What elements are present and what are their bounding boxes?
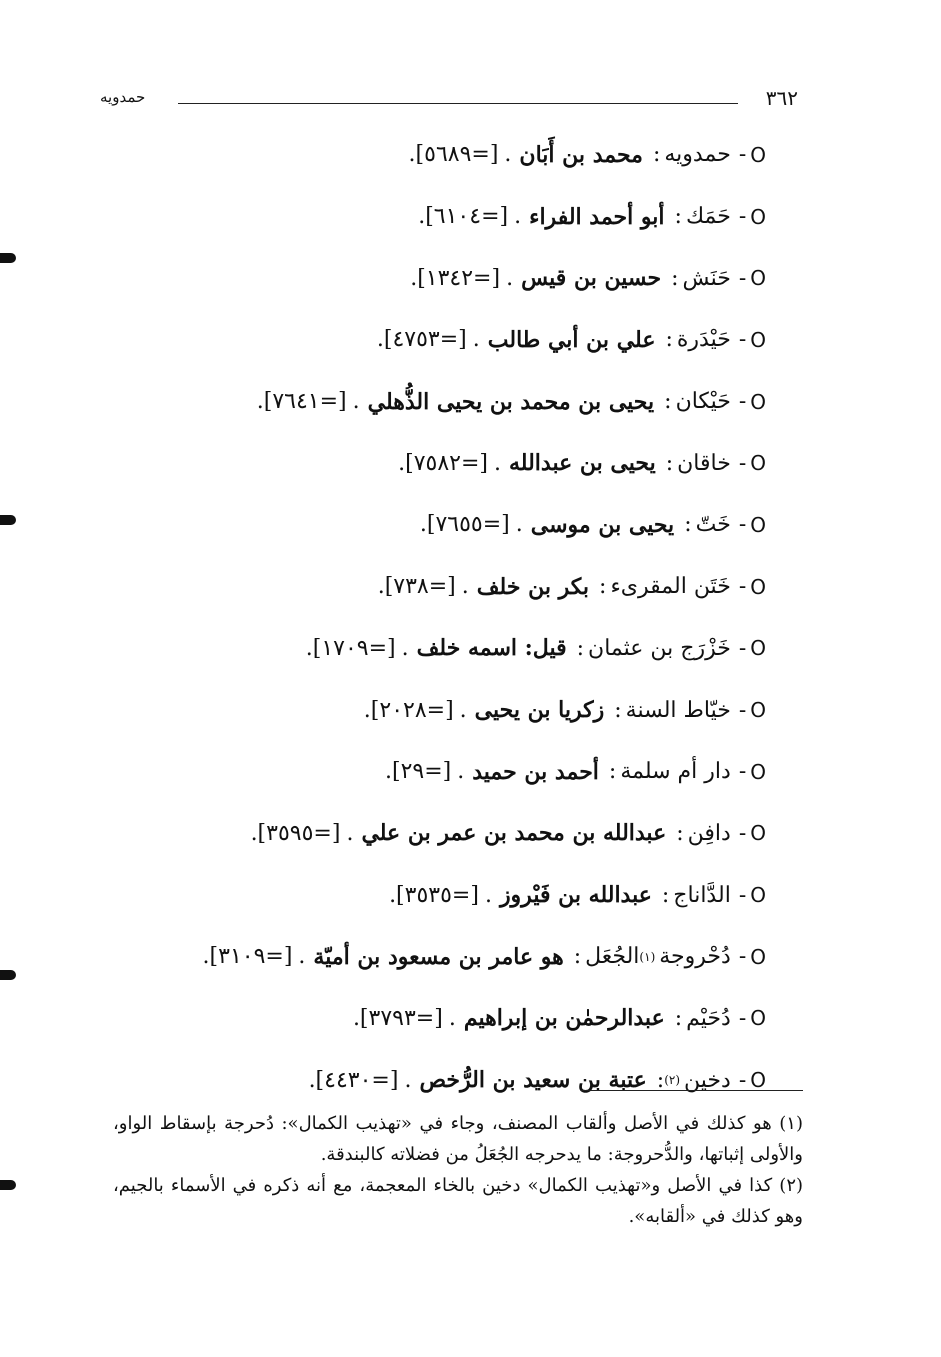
list-item	[146, 1049, 766, 1111]
list-item	[146, 309, 766, 371]
bullet-icon: O	[750, 266, 766, 291]
period: .	[506, 265, 514, 291]
cross-reference: [=٧٦٤١].	[256, 389, 347, 415]
colon: :	[674, 204, 682, 230]
dash: -	[738, 142, 747, 168]
entry-name: حَيْكان	[675, 389, 731, 415]
bullet-icon: O	[750, 574, 766, 599]
bullet-icon: O	[750, 698, 766, 723]
footnote-marker: (٢)	[664, 1073, 681, 1088]
scan-edge-mark	[0, 515, 16, 525]
entry-target: علي بن أبي طالب	[487, 326, 656, 353]
period: .	[448, 1005, 456, 1031]
scan-edge-mark	[0, 1180, 16, 1190]
footnote-marker: (١)	[639, 949, 656, 964]
footnote-rule	[581, 1090, 803, 1091]
colon: :	[684, 512, 692, 538]
dash: -	[738, 389, 747, 415]
colon: :	[656, 1067, 665, 1093]
entry-target: بكر بن خلف	[476, 573, 590, 600]
cross-reference: [=٤٧٥٣].	[376, 327, 467, 353]
page-header	[100, 86, 798, 114]
period: .	[504, 142, 512, 168]
bullet-icon: O	[750, 512, 766, 537]
cross-reference: [=٤٤٣٠].	[308, 1067, 399, 1093]
dash: -	[738, 820, 747, 846]
period: .	[457, 759, 465, 785]
bullet-icon: O	[750, 821, 766, 846]
entry-name: خيّاط السنة	[625, 697, 731, 723]
entry-target: عتبة بن سعيد بن الرُّخص	[419, 1067, 647, 1094]
cross-reference: [=١٣٤٢].	[410, 265, 501, 291]
cross-reference: [=٢٠٢٨].	[363, 697, 454, 723]
bullet-icon: O	[750, 327, 766, 352]
bullet-icon: O	[750, 944, 766, 969]
entry-target: أحمد بن حميد	[472, 758, 599, 785]
colon: :	[599, 574, 607, 600]
entry-name: حمدويه	[664, 142, 731, 168]
list-item	[146, 988, 766, 1050]
list-item	[146, 371, 766, 433]
entry-target: قيل: اسمه خلف	[416, 635, 567, 662]
bullet-icon: O	[750, 1006, 766, 1031]
cross-reference: [=٥٦٨٩].	[408, 142, 499, 168]
dash: -	[738, 204, 747, 230]
entry-target: حسين بن قيس	[521, 265, 662, 292]
period: .	[352, 389, 360, 415]
entry-name: حَيْدَرة	[676, 327, 731, 353]
cross-reference: [=٢٩].	[384, 759, 452, 785]
footnote-text: (١) هو كذلك في الأصل وألقاب المصنف، وجاء في «تهذيب الكمال»: دُحرجة بإسقاط الواو، والأولى إثباتها، والدُّحروجة: ما يدحرجه الجُعَلُ من فضلاته كالبندقة.	[113, 1113, 803, 1165]
colon: :	[614, 697, 622, 723]
entry-target: زكريا بن يحيى	[474, 697, 605, 724]
entry-target: يحيى بن عبدالله	[509, 450, 656, 477]
bullet-icon: O	[750, 1068, 766, 1093]
entry-name: خَزْرَج بن عثمان	[588, 635, 731, 661]
list-item	[146, 864, 766, 926]
list-item	[146, 186, 766, 248]
list-item	[146, 803, 766, 865]
period: .	[298, 944, 306, 970]
bullet-icon: O	[750, 204, 766, 229]
bullet-icon: O	[750, 759, 766, 784]
entry-name: خَتَن المقرىء	[610, 574, 731, 600]
scan-edge-mark	[0, 970, 16, 980]
footnotes	[113, 1108, 803, 1232]
dash: -	[738, 1067, 747, 1093]
entry-name: حَمَك	[685, 204, 731, 230]
cross-reference: [=٧٦٥٥].	[419, 512, 510, 538]
entry-name: خاقان	[677, 450, 731, 476]
list-item	[146, 494, 766, 556]
colon: :	[671, 265, 679, 291]
entry-target: يحيى بن محمد بن يحيى الذُّهلي	[367, 388, 655, 415]
period: .	[401, 635, 409, 661]
list-item	[146, 247, 766, 309]
bullet-icon: O	[750, 142, 766, 167]
colon: :	[573, 944, 582, 970]
entry-list	[146, 124, 766, 1111]
period: .	[494, 450, 501, 476]
cross-reference: [=٣١٠٩].	[202, 944, 293, 970]
period: .	[515, 512, 523, 538]
dash: -	[738, 512, 747, 538]
list-item	[146, 124, 766, 186]
dash: -	[738, 759, 747, 785]
period: .	[514, 204, 522, 230]
entry-name: الدَّاناج	[673, 882, 731, 908]
colon: :	[674, 1005, 683, 1031]
bullet-icon: O	[750, 883, 766, 908]
entry-name: حَنَش	[682, 265, 731, 291]
entry-target: عبدالرحمٰن بن إبراهيم	[463, 1005, 665, 1032]
header-rule	[178, 103, 738, 104]
page-number: ٣٦٢	[765, 86, 798, 110]
cross-reference: [=٣٥٣٥].	[389, 882, 479, 908]
cross-reference: [=٣٧٩٣].	[352, 1005, 443, 1031]
entry-target: أبو أحمد الفراء	[529, 203, 665, 230]
period: .	[461, 574, 469, 600]
entry-name: دُحَيْم	[686, 1005, 731, 1031]
colon: :	[676, 820, 684, 846]
entry-target: هو عامر بن مسعود بن أميّة	[313, 943, 564, 970]
colon: :	[665, 450, 674, 476]
bullet-icon: O	[750, 451, 766, 476]
list-item	[146, 741, 766, 803]
period: .	[472, 327, 480, 353]
period: .	[459, 697, 467, 723]
colon: :	[665, 327, 673, 353]
entry-name: دُحْروجة	[659, 944, 731, 970]
colon: :	[661, 882, 670, 908]
list-item	[146, 556, 766, 618]
entry-name: دار أم سلمة	[620, 759, 731, 785]
dash: -	[738, 944, 747, 970]
cross-reference: [=٣٥٩٥].	[250, 820, 341, 846]
dash: -	[738, 635, 747, 661]
period: .	[404, 1067, 412, 1093]
dash: -	[738, 450, 747, 476]
cross-reference: [=٧٥٨٢].	[398, 450, 488, 476]
period: .	[484, 882, 492, 908]
dash: -	[738, 574, 747, 600]
colon: :	[652, 142, 661, 168]
period: .	[346, 820, 354, 846]
entry-target: يحيى بن موسى	[530, 511, 675, 538]
colon: :	[664, 389, 672, 415]
dash: -	[738, 265, 747, 291]
footnote-text: (٢) كذا في الأصل و«تهذيب الكمال» دخين بالخاء المعجمة، مع أنه ذكره في الأسماء بالجيم، وهو كذلك في «ألقابه».	[113, 1175, 804, 1227]
entry-target: عبدالله بن فَيْروز	[499, 882, 652, 909]
entry-name: دخين	[684, 1067, 731, 1093]
bullet-icon: O	[750, 636, 766, 661]
list-item	[146, 926, 766, 988]
dash: -	[738, 697, 747, 723]
list-item	[146, 679, 766, 741]
dash: -	[738, 327, 747, 353]
entry-name-extra: الجُعَل	[585, 944, 640, 970]
bullet-icon: O	[750, 389, 766, 414]
list-item	[146, 432, 766, 494]
dash: -	[738, 882, 747, 908]
colon: :	[608, 759, 617, 785]
cross-reference: [=٦١٠٤].	[418, 204, 509, 230]
cross-reference: [=٧٣٨].	[377, 574, 456, 600]
entry-name: خَتّ	[695, 512, 731, 538]
entry-target: محمد بن أَبَان	[519, 141, 643, 168]
colon: :	[576, 635, 585, 661]
list-item	[146, 618, 766, 680]
scan-edge-mark	[0, 253, 16, 263]
entry-target: عبدالله بن محمد بن عمر بن علي	[361, 820, 667, 847]
dash: -	[738, 1005, 747, 1031]
running-title: حمدويه	[100, 88, 146, 106]
cross-reference: [=١٧٠٩].	[305, 635, 396, 661]
entry-name: دافِن	[687, 820, 731, 846]
